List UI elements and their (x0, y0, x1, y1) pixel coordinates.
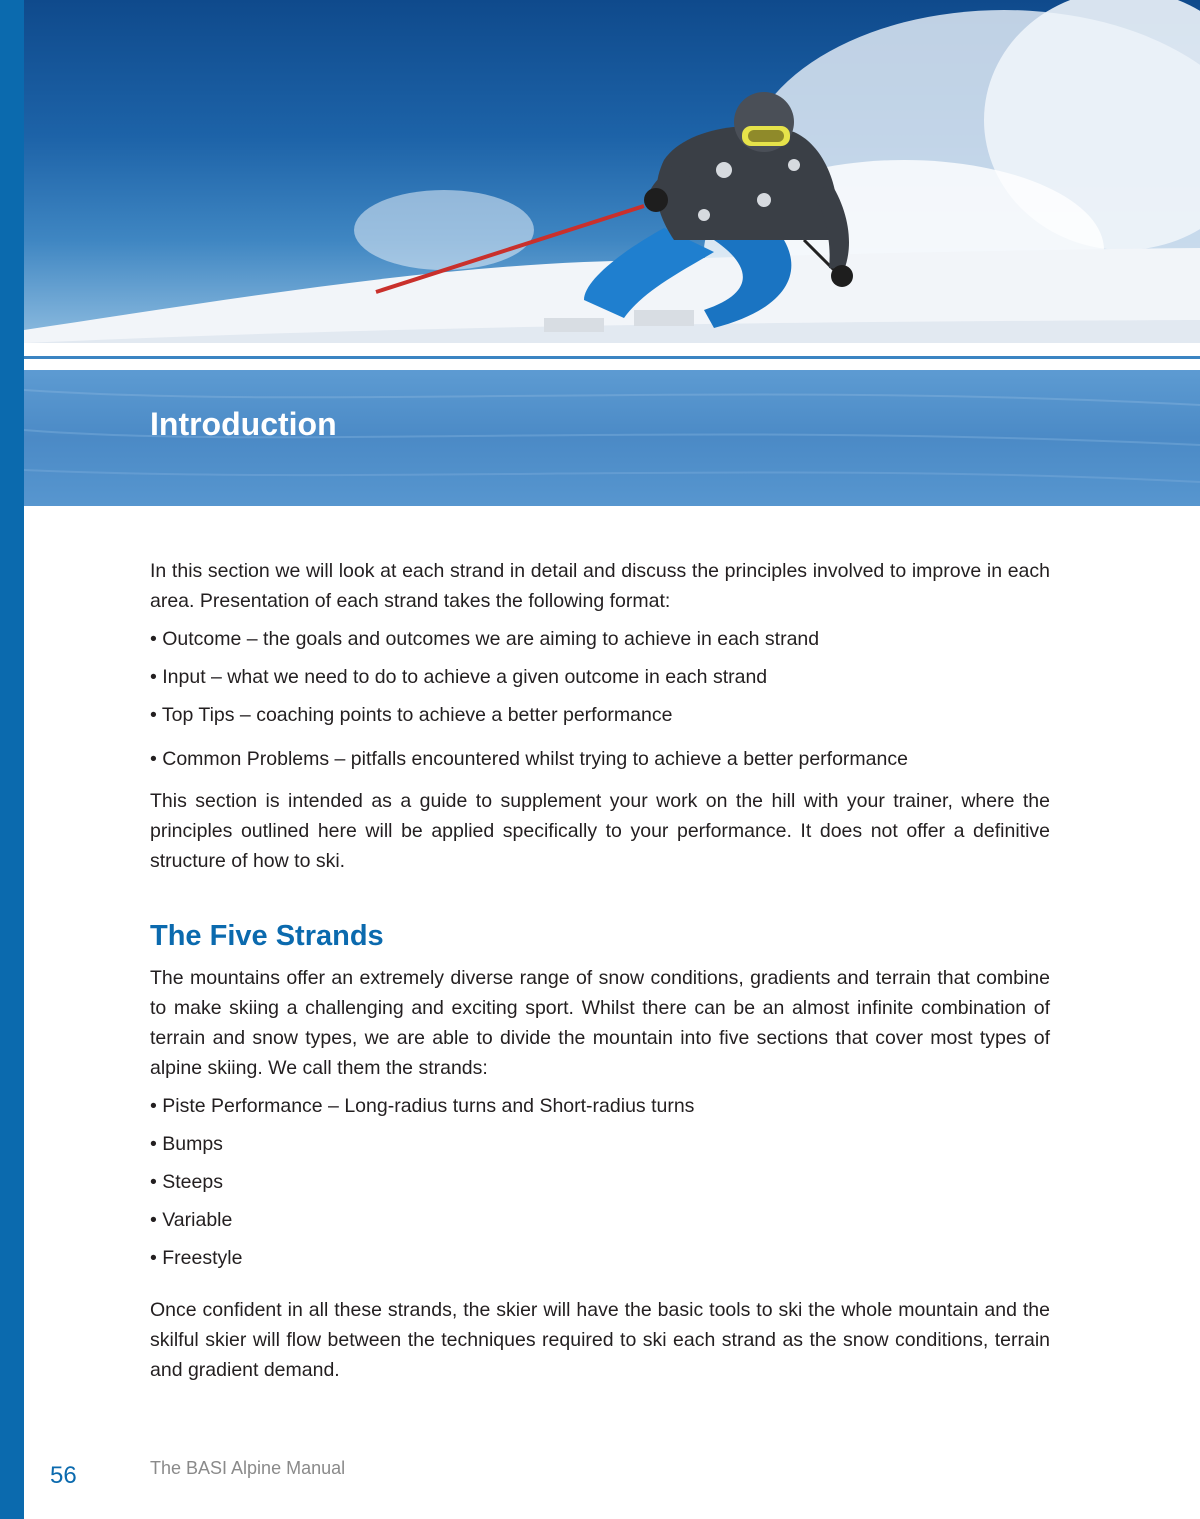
skier-illustration (24, 0, 1200, 343)
header-stripe-white-2 (24, 359, 1200, 370)
side-accent-bar (0, 0, 24, 1519)
section-heading: The Five Strands (150, 920, 384, 952)
guide-paragraph: This section is intended as a guide to supplement your work on the hill with your trainer, where the principles outlined here will be applied specifically to your performance. It does not offer a definitive structure of how to ski. (150, 790, 1050, 872)
closing-paragraph: Once confident in all these strands, the skier will have the basic tools to ski the whole mountain and the skilful skier will flow between the techniques required to ski each strand as the snow conditions, terrain and gradient demand. (150, 1299, 1050, 1381)
list-item: • Bumps (150, 1133, 223, 1155)
list-item: • Variable (150, 1209, 233, 1231)
list-item: • Input – what we need to do to achieve a given outcome in each strand (150, 666, 768, 688)
page-title: Introduction (150, 406, 337, 442)
list-item: • Freestyle (150, 1247, 243, 1269)
strands-paragraph: The mountains offer an extremely diverse range of snow conditions, gradients and terrain that combine to make skiing a challenging and exciting sport. Whilst there can be an almost infinite combination of terrain and snow types, we are able to divide the mountain into five sections that cover most types of alpine skiing. We call them the strands: (150, 967, 1050, 1079)
strands-list (150, 1091, 1050, 1273)
format-list (150, 624, 1050, 774)
intro-paragraph: In this section we will look at each strand in detail and discuss the principles involved to improve in each area. Presentation of each strand takes the following format: (150, 560, 1050, 612)
main-content (150, 556, 1050, 1385)
header-stripe-white (24, 343, 1200, 356)
running-footer: The BASI Alpine Manual (150, 1458, 346, 1478)
list-item: • Top Tips – coaching points to achieve a better performance (150, 704, 673, 726)
list-item: • Common Problems – pitfalls encountered whilst trying to achieve a better performance (150, 748, 908, 770)
hero-photo-skier (24, 0, 1200, 343)
list-item: • Steeps (150, 1171, 223, 1193)
list-item: • Outcome – the goals and outcomes we are aiming to achieve in each strand (150, 628, 820, 650)
section-banner (24, 370, 1200, 506)
list-item: • Piste Performance – Long-radius turns and Short-radius turns (150, 1095, 695, 1117)
page-number: 56 (50, 1462, 77, 1489)
